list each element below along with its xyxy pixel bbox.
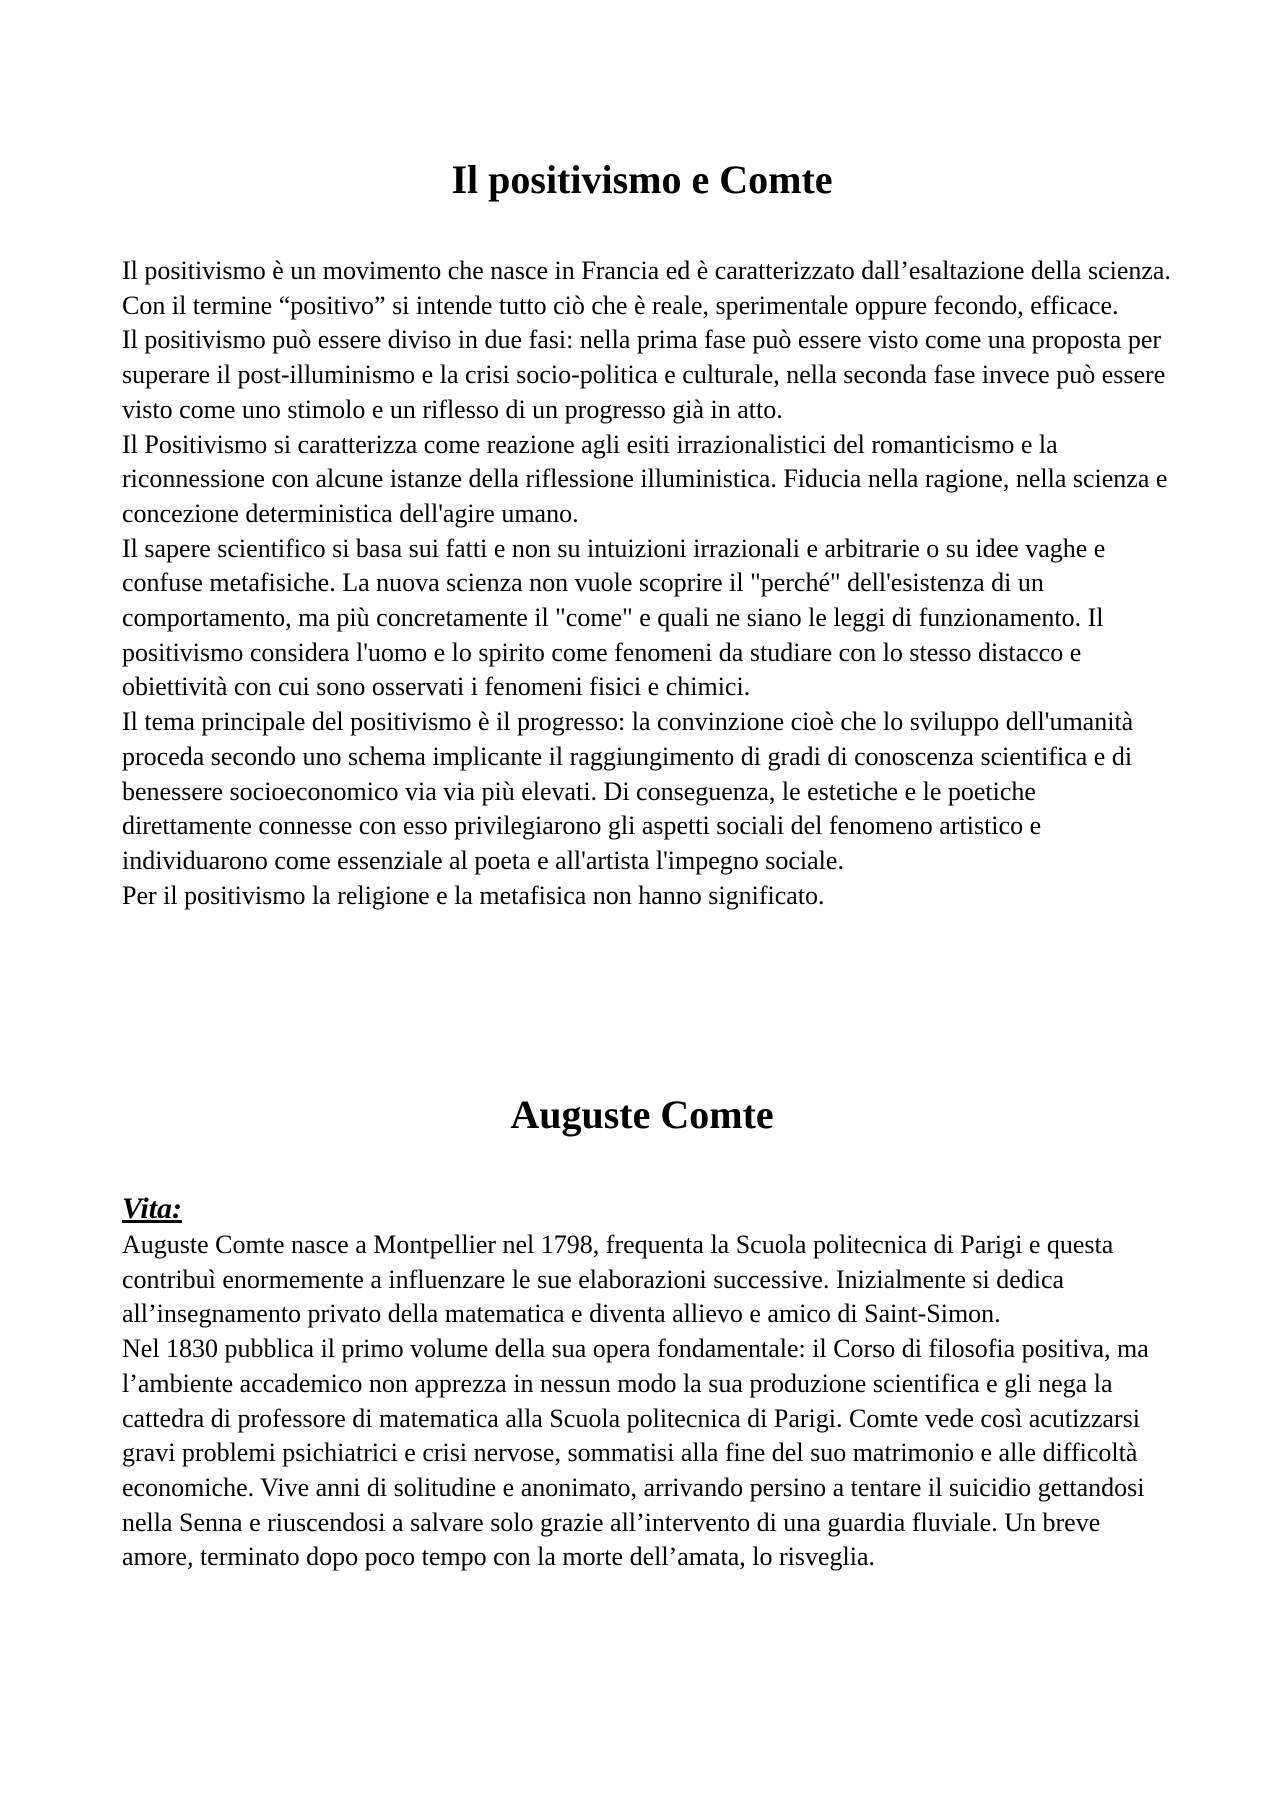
life-subheading: Vita: — [122, 1192, 183, 1225]
intro-paragraph: Il positivismo è un movimento che nasce in Francia ed è caratterizzato dall’esaltazione della scienza. Con il termine “positivo” si intende tutto ciò che è reale, sperimentale oppure fecondo, efficace. — [122, 256, 1171, 320]
life-paragraph: Nel 1830 pubblica il primo volume della sua opera fondamentale: il Corso di filosofia positiva, ma l’ambiente accademico non apprezza in nessun modo la sua produzione scientifica e gli nega la cattedra di professore di matematica alla Scuola politecnica di Parigi. Comte vede così acutizzarsi gravi problemi psichiatrici e crisi nervose, sommatisi alla fine del suo matrimonio e alle difficoltà economiche. Vive anni di solitudine e anonimato, arrivando persino a tentare il suicidio gettandosi nella Senna e riuscendosi a salvare solo grazie all’intervento di una guardia fluviale. Un breve amore, terminato dopo poco tempo con la morte dell’amata, lo risveglia. — [122, 1334, 1149, 1572]
intro-paragraph: Per il positivismo la religione e la metafisica non hanno significato. — [122, 880, 825, 910]
intro-paragraph: Il positivismo può essere diviso in due fasi: nella prima fase può essere visto come una proposta per superare il post-illuminismo e la crisi socio-politica e culturale, nella seconda fase invece può essere visto come uno stimolo e un riflesso di un progresso già in atto. — [122, 325, 1166, 424]
intro-paragraph: Il Positivismo si caratterizza come reazione agli esiti irrazionalistici del romanticismo e la riconnessione con alcune istanze della riflessione illuministica. Fiducia nella ragione, nella scienza e concezione deterministica dell'agire umano. — [122, 429, 1168, 528]
intro-section — [122, 254, 1172, 913]
life-section — [122, 1190, 1172, 1575]
life-paragraph: Auguste Comte nasce a Montpellier nel 1798, frequenta la Scuola politecnica di Parigi e questa contribuì enormemente a influenzare le sue elaborazioni successive. Inizialmente si dedica all’insegnamento privato della matematica e diventa allievo e amico di Saint-Simon. — [122, 1230, 1114, 1329]
intro-paragraph: Il tema principale del positivismo è il progresso: la convinzione cioè che lo sviluppo dell'umanità proceda secondo uno schema implicante il raggiungimento di gradi di conoscenza scientifica e di benessere socioeconomico via via più elevati. Di conseguenza, le estetiche e le poetiche direttamente connesse con esso privilegiarono gli aspetti sociali del fenomeno artistico e individuarono come essenziale al poeta e all'artista l'impegno sociale. — [122, 707, 1134, 875]
document-title: Il positivismo e Comte — [451, 157, 833, 202]
intro-paragraph: Il sapere scientifico si basa sui fatti e non su intuizioni irrazionali e arbitrarie o su idee vaghe e confuse metafisiche. La nuova scienza non vuole scoprire il "perché" dell'esistenza di un comportamento, ma più concretamente il "come" e quali ne siano le leggi di funzionamento. Il positivismo considera l'uomo e lo spirito come fenomeni da studiare con lo stesso distacco e obiettività con cui sono osservati i fenomeni fisici e chimici. — [122, 533, 1106, 702]
section-title: Auguste Comte — [510, 1092, 774, 1137]
